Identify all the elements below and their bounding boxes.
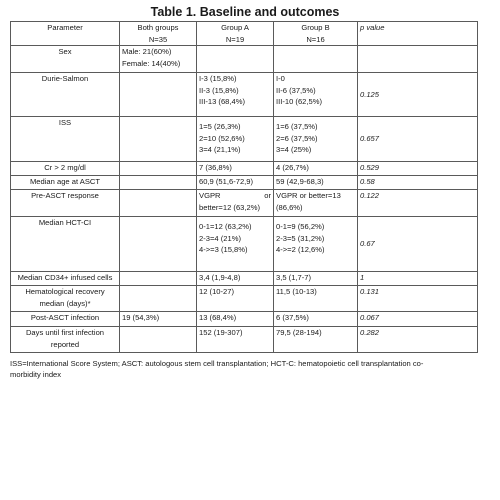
cell-both [120,176,197,190]
cell-group-a [197,73,274,117]
cell-line: II-3 (15,8%) [199,85,239,95]
header-group-a-label: Group A [221,23,249,32]
document [10,0,480,380]
cell-group-a [197,46,274,73]
cell-p [358,46,478,73]
table-row [11,286,478,312]
cell-group-b [274,73,358,117]
row-label: Median HCT-CI [11,217,120,272]
cell-group-a: 152 (19-307) [197,327,274,353]
header-group-a-n: N=19 [225,34,245,44]
table-header-row [11,22,478,46]
cell-both [120,286,197,312]
row-label-line: median (days)* [39,298,91,308]
cell-line: 4->=3 (15,8%) [199,245,248,255]
cell-line: 2-3=4 (21%) [199,233,241,243]
cell-group-a [197,217,274,272]
table-row [11,217,478,272]
header-p-value [358,22,478,46]
row-label: Post-ASCT infection [11,312,120,327]
header-p-value-label: p value [360,23,385,32]
cell-group-b [274,217,358,272]
cell-line: 2=10 (52,6%) [199,133,245,143]
cell-line: 2-3=5 (31,2%) [276,233,325,243]
cell-group-a: 7 (36,8%) [197,162,274,176]
row-label: Median CD34+ infused cells [11,272,120,286]
cell-line: VGPR or better=13 [276,191,341,201]
row-label: Durie-Salmon [11,73,120,117]
cell-p: 0.657 [358,117,478,162]
cell-line [199,190,271,202]
cell-group-b: 79,5 (28-194) [274,327,358,353]
table-row [11,46,478,73]
row-label [11,286,120,312]
table-row [11,312,478,327]
baseline-outcomes-table [10,21,478,353]
table-row [11,162,478,176]
cell-group-a [197,190,274,217]
header-group-b-label: Group B [301,23,330,32]
cell-p: 0.067 [358,312,478,327]
header-both-groups [120,22,197,46]
cell-p: 0.58 [358,176,478,190]
cell-p: 1 [358,272,478,286]
cell-both [120,162,197,176]
cell-line: 3=4 (25%) [276,145,312,155]
cell-group-a: 13 (68,4%) [197,312,274,327]
cell-both [120,73,197,117]
cell-line: (86,6%) [276,202,303,212]
cell-group-a: 12 (10-27) [197,286,274,312]
cell-group-b: 11,5 (10-13) [274,286,358,312]
cell-both [120,117,197,162]
cell-line: III-10 (62,5%) [276,97,323,107]
row-label-line: Hematological recovery [25,287,105,297]
header-both-label: Both groups [137,23,179,32]
cell-both: 19 (54,3%) [120,312,197,327]
cell-line: 0-1=9 (56,2%) [276,222,325,232]
cell-p: 0.125 [358,73,478,117]
cell-line: I-3 (15,8%) [199,74,237,84]
row-label [11,327,120,353]
cell-group-b [274,117,358,162]
header-group-b [274,22,358,46]
row-label: ISS [11,117,120,162]
cell-both [120,46,197,73]
cell-line: 0-1=12 (63,2%) [199,222,252,232]
cell-line: 3=4 (21,1%) [199,145,241,155]
header-parameter: Parameter [11,22,120,46]
table-row [11,327,478,353]
header-group-a [197,22,274,46]
cell-line: II-6 (37,5%) [276,85,316,95]
cell-both [120,327,197,353]
table-footnote: ISS=International Score System; ASCT: autologous stem cell transplantation; HCT-C: hematopoietic cell transplantation co-morbidity index [10,359,424,380]
table-row [11,190,478,217]
table-row [11,272,478,286]
cell-line: 1=5 (26,3%) [199,122,241,132]
row-label: Sex [11,46,120,73]
header-group-b-n: N=16 [306,34,325,44]
cell-group-b: 4 (26,7%) [274,162,358,176]
cell-group-b [274,46,358,73]
cell-line: III-13 (68,4%) [199,97,246,107]
cell-group-b: 3,5 (1,7-7) [274,272,358,286]
sex-male: Male: 21(60%) [122,47,172,57]
row-label-line: Days until first infection [25,328,105,338]
sex-female: Female: 14(40%) [122,58,181,68]
header-both-n: N=35 [148,34,168,44]
cell-line: I-0 [276,74,285,84]
cell-p: 0.67 [358,217,478,272]
cell-both [120,272,197,286]
cell-group-b: 6 (37,5%) [274,312,358,327]
table-row [11,73,478,117]
cell-group-a [197,117,274,162]
row-label: Median age at ASCT [11,176,120,190]
row-label: Pre-ASCT response [11,190,120,217]
cell-group-b [274,190,358,217]
row-label-line: reported [50,339,80,349]
cell-word: VGPR [199,191,221,201]
row-label: Cr > 2 mg/dl [11,162,120,176]
cell-line: 1=6 (37,5%) [276,122,318,132]
cell-both [120,217,197,272]
cell-line: better=12 (63,2%) [199,202,260,212]
cell-p: 0.282 [358,327,478,353]
cell-p: 0.131 [358,286,478,312]
cell-p: 0.122 [358,190,478,217]
cell-word: or [264,191,271,201]
table-row [11,117,478,162]
cell-line: 2=6 (37,5%) [276,133,318,143]
cell-group-b: 59 (42,9-68,3) [274,176,358,190]
cell-line: 4->=2 (12,6%) [276,245,325,255]
table-title: Table 1. Baseline and outcomes [150,5,340,19]
table-row [11,176,478,190]
cell-both [120,190,197,217]
cell-group-a: 3,4 (1,9-4,8) [197,272,274,286]
cell-p: 0.529 [358,162,478,176]
cell-group-a: 60,9 (51,6-72,9) [197,176,274,190]
